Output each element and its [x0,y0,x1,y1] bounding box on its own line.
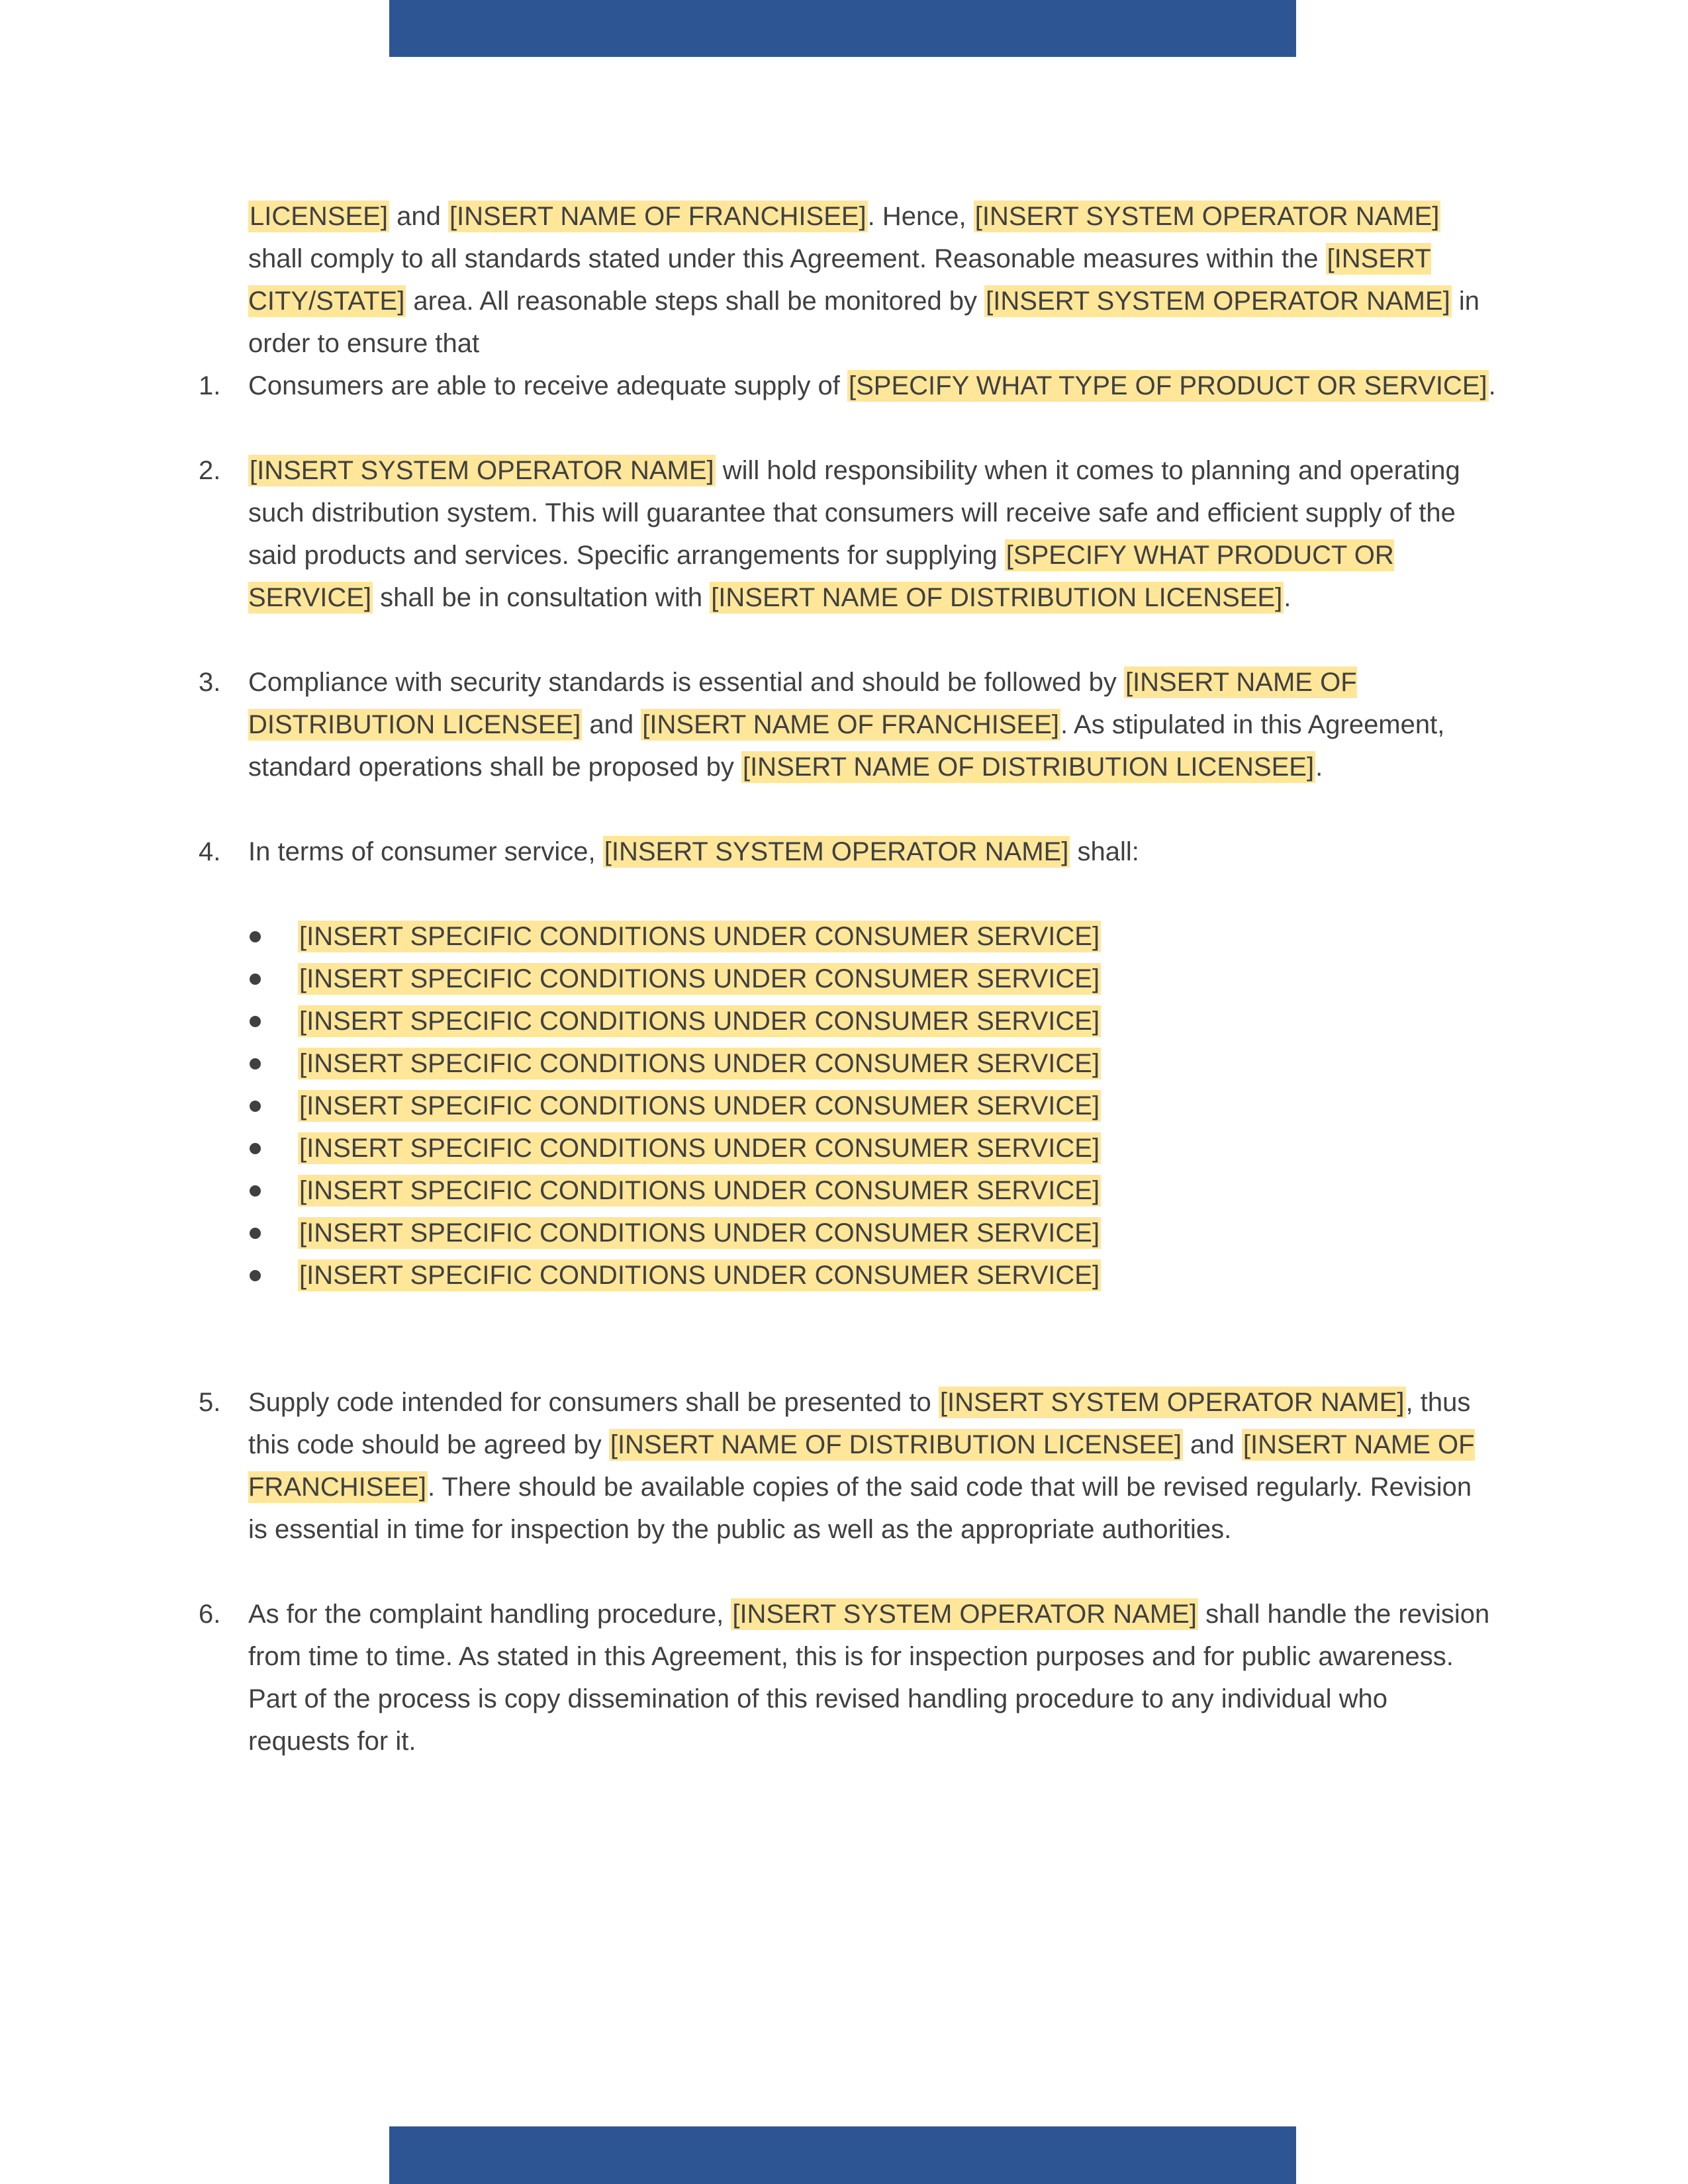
placeholder[interactable]: [INSERT NAME OF FRANCHISEE] [642,710,1060,739]
list-number: 3. [199,668,221,697]
bullet-icon [250,1016,261,1027]
text-run: shall handle the revision from time to time. As stated in this Agreement, this is for inspection purposes and for public awareness. Part of the process is copy dissemination of this revised handling procedure to any individual who requests for it. [248,1600,1490,1756]
placeholder[interactable]: [INSERT NAME OF DISTRIBUTION LICENSEE] [248,668,1357,739]
text-run: area. All reasonable steps shall be monitored by [406,287,985,316]
bullet-item [248,958,1496,1000]
text-run: . [1284,583,1291,612]
bullet-icon [250,931,261,942]
list-item-3 [199,661,1496,788]
bullet-icon [250,974,261,985]
placeholder[interactable]: [INSERT SYSTEM OPERATOR NAME] [974,202,1440,231]
placeholder[interactable]: [INSERT SPECIFIC CONDITIONS UNDER CONSUMER SERVICE] [299,1049,1100,1078]
list-item-1 [199,365,1496,407]
placeholder[interactable]: [SPECIFY WHAT TYPE OF PRODUCT OR SERVICE] [848,371,1487,400]
list-item-4 [199,831,1496,873]
bullet-item [248,1085,1496,1127]
text-run: shall be in consultation with [373,583,710,612]
text-run: and [582,710,641,739]
placeholder[interactable]: [INSERT SYSTEM OPERATOR NAME] [732,1600,1197,1629]
placeholder[interactable]: [INSERT SYSTEM OPERATOR NAME] [604,837,1069,866]
bullet-icon [250,1270,261,1281]
bullet-item [248,1254,1496,1297]
consumer-service-bullets [199,915,1496,1297]
bullet-icon [250,1228,261,1239]
list-item-5 [199,1381,1496,1551]
text-run: Consumers are able to receive adequate supply of [248,371,847,400]
placeholder[interactable]: [INSERT SPECIFIC CONDITIONS UNDER CONSUMER SERVICE] [299,1134,1100,1163]
placeholder[interactable]: [INSERT CITY/STATE] [248,244,1431,316]
text-run: As for the complaint handling procedure, [248,1600,731,1629]
text-run: will hold responsibility when it comes to planning and operating such distribution system. This will guarantee that consumers will receive safe and efficient supply of the said products and services. Specific arrangements for supplying [248,456,1460,570]
text-run: and [389,202,448,231]
list-number: 2. [199,456,221,485]
bullet-item [248,1169,1496,1212]
text-run: Compliance with security standards is essential and should be followed by [248,668,1124,697]
list-number: 6. [199,1600,221,1629]
bullet-item [248,1127,1496,1169]
text-run: . [1488,371,1496,400]
placeholder[interactable]: [INSERT SYSTEM OPERATOR NAME] [986,287,1450,316]
placeholder[interactable]: [INSERT NAME OF DISTRIBUTION LICENSEE] [742,752,1315,782]
placeholder[interactable]: [INSERT SPECIFIC CONDITIONS UNDER CONSUMER SERVICE] [299,964,1100,993]
footer-band [389,2126,1296,2184]
placeholder[interactable]: [INSERT SPECIFIC CONDITIONS UNDER CONSUMER SERVICE] [299,1218,1100,1248]
placeholder[interactable]: [INSERT SPECIFIC CONDITIONS UNDER CONSUMER SERVICE] [299,1261,1100,1290]
bullet-icon [250,1143,261,1154]
placeholder[interactable]: [INSERT NAME OF FRANCHISEE] [449,202,867,231]
bullet-item [248,1000,1496,1042]
text-run: , thus this code should be agreed by [248,1388,1471,1459]
list-number: 1. [199,371,221,400]
placeholder[interactable]: [INSERT NAME OF DISTRIBUTION LICENSEE] [610,1430,1182,1459]
placeholder[interactable]: [INSERT SPECIFIC CONDITIONS UNDER CONSUMER SERVICE] [299,1176,1100,1205]
placeholder[interactable]: [INSERT SYSTEM OPERATOR NAME] [939,1388,1405,1417]
document-body [199,195,1496,1805]
bullet-icon [250,1101,261,1112]
list-item-2 [199,449,1496,619]
text-run: in order to ensure that [248,287,1480,358]
list-number: 4. [199,837,221,866]
placeholder[interactable]: [INSERT SYSTEM OPERATOR NAME] [250,456,714,485]
placeholder[interactable]: [INSERT NAME OF DISTRIBUTION LICENSEE] [711,583,1283,612]
bullet-item [248,1212,1496,1254]
placeholder[interactable]: [INSERT SPECIFIC CONDITIONS UNDER CONSUMER SERVICE] [299,1091,1100,1120]
placeholder[interactable]: [INSERT SPECIFIC CONDITIONS UNDER CONSUMER SERVICE] [299,1007,1100,1036]
bullet-icon [250,1185,261,1197]
text-run: In terms of consumer service, [248,837,603,866]
placeholder[interactable]: [INSERT SPECIFIC CONDITIONS UNDER CONSUMER SERVICE] [299,922,1100,951]
placeholder[interactable]: [INSERT NAME OF FRANCHISEE] [248,1430,1475,1502]
placeholder[interactable]: LICENSEE] [250,202,388,231]
text-run: shall: [1070,837,1139,866]
text-run: . [1315,752,1323,782]
text-run: and [1182,1430,1242,1459]
bullet-item [248,915,1496,958]
intro-paragraph [199,195,1496,365]
text-run: Supply code intended for consumers shall be presented to [248,1388,939,1417]
text-run: . Hence, [867,202,974,231]
placeholder[interactable]: [SPECIFY WHAT PRODUCT OR SERVICE] [248,541,1394,612]
bullet-item [248,1042,1496,1085]
spacer [199,1297,1496,1381]
header-band [389,0,1296,57]
bullet-icon [250,1058,261,1069]
text-run: shall comply to all standards stated under this Agreement. Reasonable measures within the [248,244,1326,273]
list-number: 5. [199,1388,221,1417]
text-run: . There should be available copies of the said code that will be revised regularly. Revision is essential in time for inspection by the public as well as the appropriate authorities. [248,1473,1472,1544]
list-item-6 [199,1593,1496,1762]
text-run: . As stipulated in this Agreement, standard operations shall be proposed by [248,710,1445,782]
